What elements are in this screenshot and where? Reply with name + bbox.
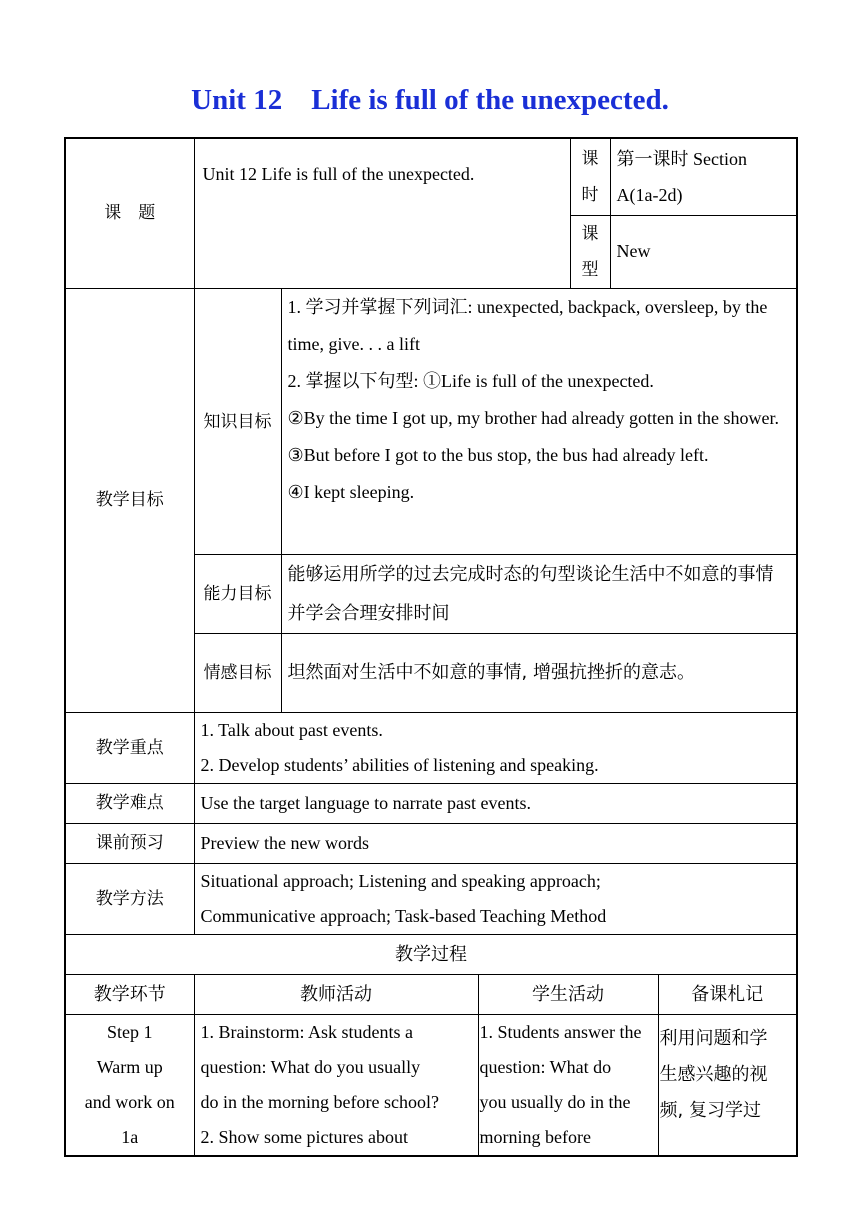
emotion-label: 情感目标 [194,633,281,712]
header-teacher: 教师活动 [194,974,478,1014]
method-line: Communicative approach; Task-based Teaching Method [200,905,607,926]
knowledge-line: 2. 掌握以下句型: ①Life is full of the unexpected. [287,370,654,391]
lesson-plan-table [64,137,798,1157]
header-stage: 教学环节 [65,974,194,1014]
period-value: 第一课时 Section A(1a-2d) [610,138,797,215]
emotion-content: 坦然面对生活中不如意的事情, 增强抗挫折的意志。 [281,633,797,712]
preview-label: 课前预习 [65,823,194,863]
step1-teacher: 1. Brainstorm: Ask students a question: What do you usually do in the morning before school? 2. Show some pictures about [194,1014,478,1156]
difficult-points-label: 教学难点 [65,783,194,823]
process-title: 教学过程 [65,934,797,974]
header-notes: 备课札记 [658,974,797,1014]
method-line: Situational approach; Listening and speaking approach; [200,870,601,891]
knowledge-content [281,288,797,554]
step1-notes: 利用问题和学 生感兴趣的视 频, 复习学过 [658,1014,797,1156]
knowledge-line: ②By the time I got up, my brother had already gotten in the shower. [287,407,780,428]
type-label: 课型 [570,215,610,288]
lesson-label: 课 题 [65,138,194,288]
step1-stage: Step 1 Warm up and work on 1a [65,1014,194,1156]
lesson-content: Unit 12 Life is full of the unexpected. [194,138,570,288]
key-point-line: 1. Talk about past events. [200,719,383,740]
key-points-label: 教学重点 [65,712,194,783]
ability-content: 能够运用所学的过去完成时态的句型谈论生活中不如意的事情并学会合理安排时间 [281,554,797,633]
methods-label: 教学方法 [65,863,194,934]
ability-label: 能力目标 [194,554,281,633]
knowledge-line: 1. 学习并掌握下列词汇: unexpected, backpack, oversleep, by the time, give. . . a lift [287,296,768,354]
step1-student: 1. Students answer the question: What do you usually do in the morning before [478,1014,658,1156]
key-points-content [194,712,797,783]
difficult-points-content: Use the target language to narrate past events. [194,783,797,823]
header-student: 学生活动 [478,974,658,1014]
page-title: Unit 12 Life is full of the unexpected. [191,84,669,116]
type-value: New [610,215,797,288]
knowledge-label: 知识目标 [194,288,281,554]
period-label: 课时 [570,138,610,215]
objectives-label: 教学目标 [65,288,194,712]
knowledge-line: ④I kept sleeping. [287,481,415,502]
preview-content: Preview the new words [194,823,797,863]
key-point-line: 2. Develop students’ abilities of listening and speaking. [200,754,599,775]
knowledge-line: ③But before I got to the bus stop, the bus had already left. [287,444,709,465]
methods-content [194,863,797,934]
